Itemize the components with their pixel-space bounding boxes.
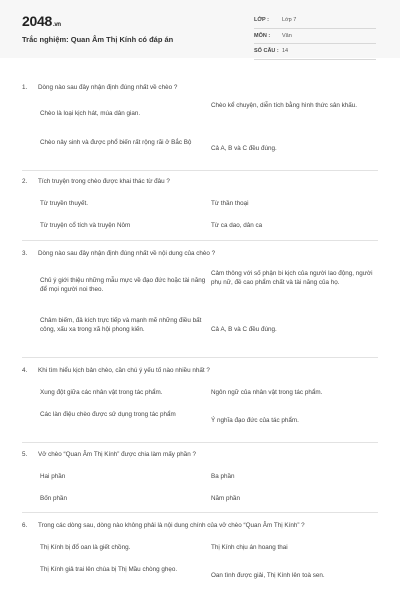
question-number: 2. <box>22 178 28 185</box>
meta-row-class <box>254 13 376 29</box>
meta-table <box>254 13 376 60</box>
question-number: 6. <box>22 522 28 529</box>
divider <box>22 170 378 171</box>
meta-key: LỚP : <box>254 17 269 23</box>
option-6a[interactable]: Thị Kính bị đổ oan là giết chồng. <box>40 544 131 551</box>
option-2c[interactable]: Từ truyện cổ tích và truyện Nôm <box>40 222 131 229</box>
option-3a[interactable]: Chủ ý giới thiệu những mẫu mực về đạo đức hoặc tài năng để mọi người noi theo. <box>40 277 206 293</box>
question-number: 3. <box>22 250 28 257</box>
question-text: Tích truyện trong chèo được khai thác từ đâu ? <box>38 178 170 185</box>
logo-suffix: .vn <box>52 22 61 28</box>
option-5b[interactable]: Ba phần <box>211 473 235 480</box>
meta-row-subject <box>254 29 376 45</box>
option-2d[interactable]: Từ ca dao, dân ca <box>211 222 263 229</box>
meta-value: Văn <box>282 32 292 39</box>
option-3d[interactable]: Cả A, B và C đều đúng. <box>211 326 277 333</box>
question-text: Trong các dòng sau, dòng nào không phải là nội dung chính của vở chèo “Quan Âm Thị Kính” ? <box>38 522 305 529</box>
meta-value: 14 <box>282 48 289 54</box>
site-logo[interactable] <box>22 13 61 29</box>
option-3c[interactable]: Châm biếm, đả kích trực tiếp và mạnh mẽ những điều bất công, xấu xa trong xã hội phong kiến. <box>40 317 202 333</box>
divider <box>22 512 378 513</box>
option-6c[interactable]: Thị Kính giả trai lên chùa bị Thị Mầu chòng ghẹo. <box>40 566 178 573</box>
option-4b[interactable]: Ngôn ngữ của nhân vật trong tác phẩm. <box>211 389 323 396</box>
logo-text: 2048 <box>22 13 52 29</box>
divider <box>22 240 378 241</box>
option-5c[interactable]: Bốn phần <box>40 495 67 502</box>
meta-row-count <box>254 44 376 60</box>
meta-value: Lớp 7 <box>282 17 297 23</box>
option-6d[interactable]: Oan tình được giải, Thị Kính lên toà sen. <box>211 572 325 579</box>
option-2b[interactable]: Từ thần thoại <box>211 200 249 207</box>
question-text: Dòng nào sau đây nhận định đúng nhất về chèo ? <box>38 84 178 91</box>
option-2a[interactable]: Từ truyền thuyết. <box>40 200 88 207</box>
divider <box>22 442 378 443</box>
option-4d[interactable]: Ý nghĩa đạo đức của tác phẩm. <box>211 417 299 424</box>
question-text: Khi tìm hiểu kịch bản chèo, cần chú ý yếu tố nào nhiều nhất ? <box>38 367 210 374</box>
question-number: 5. <box>22 451 28 458</box>
option-1d[interactable]: Cả A, B và C đều đúng. <box>211 145 277 152</box>
page-title: Trắc nghiệm: Quan Âm Thị Kính có đáp án <box>22 35 174 44</box>
meta-key: SỐ CÂU : <box>254 48 279 54</box>
page-header <box>0 0 400 58</box>
option-4a[interactable]: Xung đột giữa các nhân vật trong tác phẩm. <box>40 389 163 396</box>
option-4c[interactable]: Các làn điệu chèo được sử dụng trong tác phẩm <box>40 411 176 418</box>
divider <box>22 357 378 358</box>
option-5a[interactable]: Hai phần <box>40 473 66 480</box>
meta-key: MÔN : <box>254 32 271 39</box>
question-text: Dòng nào sau đây nhận định đúng nhất về nội dung của chèo ? <box>38 250 216 257</box>
option-1b[interactable]: Chèo kể chuyện, diễn tích bằng hình thức sân khấu. <box>211 102 357 109</box>
question-text: Vở chèo “Quan Âm Thị Kính” được chia làm mấy phần ? <box>38 451 196 458</box>
option-1c[interactable]: Chèo nảy sinh và được phổ biến rất rộng rãi ở Bắc Bộ <box>40 139 192 146</box>
option-6b[interactable]: Thị Kính chịu án hoang thai <box>211 544 288 551</box>
option-5d[interactable]: Năm phần <box>211 495 241 502</box>
option-3b[interactable]: Cảm thông với số phận bi kịch của người lao động, người phụ nữ, đề cao phẩm chất và tài năng của họ. <box>211 270 373 286</box>
question-number: 1. <box>22 84 28 91</box>
question-number: 4. <box>22 367 28 374</box>
option-1a[interactable]: Chèo là loại kịch hát, múa dân gian. <box>40 110 141 117</box>
